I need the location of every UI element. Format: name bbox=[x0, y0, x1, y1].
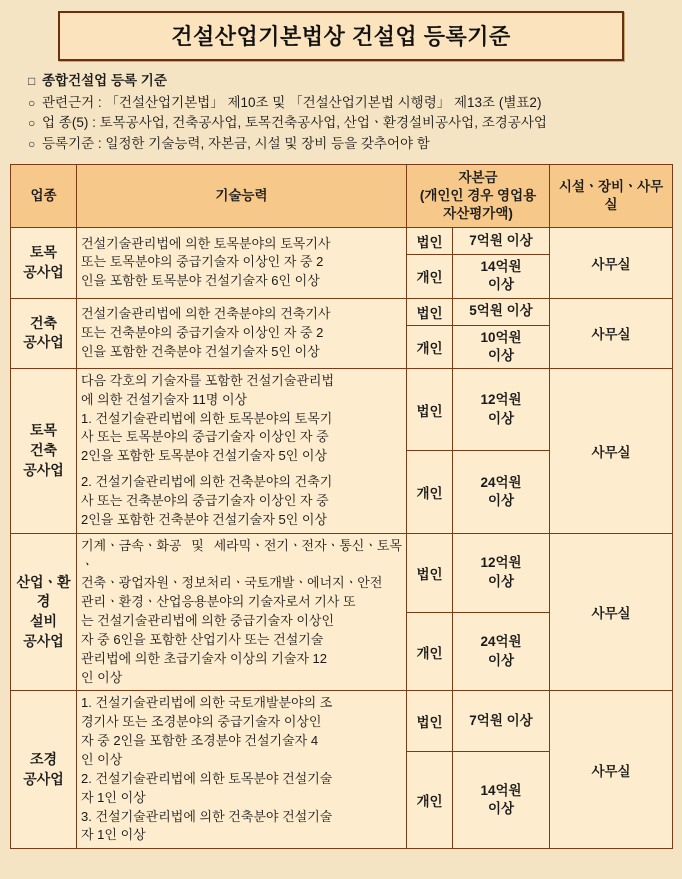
capital-amount bbox=[453, 451, 550, 533]
capital-amount bbox=[453, 228, 550, 255]
intro-heading-marker: □ bbox=[28, 74, 36, 88]
row-facility: 사무실 bbox=[550, 533, 673, 691]
skill-line: 또는 건축분야의 중급기술자 이상인 자 중 2 bbox=[81, 324, 324, 340]
skill-line: 사 또는 토목분야의 중급기술자 이상인 자 중 bbox=[81, 429, 329, 445]
row-skill bbox=[77, 533, 407, 691]
amount-line: 24억원 bbox=[480, 474, 522, 490]
skill-line: 인 이상 bbox=[81, 669, 123, 685]
amount-line: 이상 bbox=[487, 347, 515, 363]
capital-entity: 법인 bbox=[407, 691, 453, 751]
skill-line: 에 의한 건설기술자 11명 이상 bbox=[81, 391, 248, 407]
skill-line: 자 1인 이상 bbox=[81, 789, 146, 805]
amount-line: 이상 bbox=[487, 652, 515, 668]
page-title-box bbox=[58, 11, 624, 61]
skill-line: 또는 토목분야의 중급기술자 이상인 자 중 2 bbox=[81, 254, 324, 270]
amount-line: 10억원 bbox=[480, 329, 522, 345]
header-capital-line3: 자산평가액) bbox=[443, 206, 513, 222]
skill-line: 1. 건설기술관리법에 의한 토목분야의 토목기 bbox=[81, 410, 333, 426]
intro-item-text: 업 종(5) : 토목공사업, 건축공사업, 토목건축공사업, 산업ㆍ환경설비공사업, 조경공사업 bbox=[42, 115, 547, 131]
amount-line: 12억원 bbox=[480, 555, 522, 571]
amount-line: 이상 bbox=[487, 801, 515, 817]
capital-entity: 개인 bbox=[407, 751, 453, 848]
skill-line: 인을 포함한 건축분야 건설기술자 5인 이상 bbox=[81, 343, 320, 359]
intro-heading bbox=[28, 71, 672, 92]
skill-line: 자 중 2인을 포함한 조경분야 건설기술자 4 bbox=[81, 733, 319, 749]
intro-item-marker: ○ bbox=[28, 95, 36, 110]
skill-line: 2인을 포함한 토목분야 건설기술자 5인 이상 bbox=[81, 448, 328, 464]
row-type bbox=[11, 691, 77, 849]
row-facility: 사무실 bbox=[550, 298, 673, 368]
amount-line: 12억원 bbox=[480, 392, 522, 408]
row-type-line: 건축 bbox=[29, 314, 58, 331]
skill-line: 사 또는 건축분야의 중급기술자 이상인 자 중 bbox=[81, 493, 329, 508]
capital-entity: 법인 bbox=[407, 228, 453, 255]
header-facility: 시설ㆍ장비ㆍ사무실 bbox=[550, 165, 673, 228]
amount-line: 7억원 이상 bbox=[469, 713, 533, 729]
header-capital bbox=[407, 165, 550, 228]
table-row bbox=[11, 368, 673, 450]
capital-entity: 개인 bbox=[407, 255, 453, 298]
amount-line: 14억원 bbox=[480, 259, 522, 275]
skill-line: 기계ㆍ금속ㆍ화공 및 세라믹ㆍ전기ㆍ전자ㆍ통신ㆍ토목ㆍ bbox=[81, 537, 402, 572]
amount-line: 이상 bbox=[487, 410, 515, 426]
row-type-line: 토목 bbox=[29, 244, 58, 261]
row-type-line: 공사업 bbox=[23, 263, 64, 280]
row-skill bbox=[77, 228, 407, 298]
header-skill: 기술능력 bbox=[77, 165, 407, 228]
capital-entity: 개인 bbox=[407, 451, 453, 533]
amount-line: 이상 bbox=[487, 573, 515, 589]
capital-entity: 법인 bbox=[407, 533, 453, 612]
skill-line: 건설기술관리법에 의한 건축분야의 건축기사 bbox=[81, 305, 331, 321]
amount-line: 이상 bbox=[487, 493, 515, 508]
row-type-line: 토목 bbox=[29, 422, 58, 439]
skill-line: 2. 건설기술관리법에 의한 토목분야 건설기술 bbox=[81, 770, 333, 786]
table-row bbox=[11, 298, 673, 325]
row-type-line: 산업ㆍ환경 bbox=[16, 573, 71, 610]
skill-line: 다음 각호의 기술자를 포함한 건설기술관리법 bbox=[81, 372, 335, 388]
intro-item-0 bbox=[28, 93, 672, 114]
intro-item-text: 관련근거 : 「건설산업기본법」 제10조 및 「건설산업기본법 시행령」 제13조 (별표2) bbox=[42, 94, 542, 110]
amount-line: 5억원 이상 bbox=[469, 303, 533, 319]
amount-line: 14억원 bbox=[480, 782, 522, 798]
skill-line: 건축ㆍ광업자원ㆍ정보처리ㆍ국토개발ㆍ에너지ㆍ안전 bbox=[81, 575, 383, 591]
row-skill bbox=[77, 691, 407, 849]
row-skill bbox=[77, 368, 407, 533]
capital-entity: 법인 bbox=[407, 368, 453, 450]
row-facility: 사무실 bbox=[550, 368, 673, 533]
row-type bbox=[11, 368, 77, 533]
skill-line: 3. 건설기술관리법에 의한 건축분야 건설기술 bbox=[81, 808, 333, 824]
row-skill bbox=[77, 298, 407, 368]
skill-line: 2. 건설기술관리법에 의한 건축분야의 건축기 bbox=[81, 474, 333, 490]
skill-line: 건설기술관리법에 의한 토목분야의 토목기사 bbox=[81, 235, 331, 251]
table-header-row bbox=[11, 165, 673, 228]
registration-standards-table bbox=[10, 164, 673, 849]
row-type-line: 공사업 bbox=[23, 461, 64, 478]
amount-line: 24억원 bbox=[480, 634, 522, 650]
skill-line: 자 중 6인을 포함한 산업기사 또는 건설기술 bbox=[81, 631, 324, 647]
capital-amount bbox=[453, 691, 550, 751]
skill-line: 인을 포함한 토목분야 건설기술자 6인 이상 bbox=[81, 273, 320, 289]
capital-amount bbox=[453, 255, 550, 298]
table-row bbox=[11, 228, 673, 255]
capital-entity: 개인 bbox=[407, 325, 453, 368]
row-type bbox=[11, 533, 77, 691]
intro-item-marker: ○ bbox=[28, 116, 36, 131]
table-row bbox=[11, 533, 673, 612]
skill-line: 1. 건설기술관리법에 의한 국토개발분야의 조 bbox=[81, 695, 333, 711]
capital-amount bbox=[453, 533, 550, 612]
row-facility: 사무실 bbox=[550, 691, 673, 849]
intro-item-2 bbox=[28, 134, 672, 155]
row-type-line: 건축 bbox=[29, 442, 58, 459]
intro-item-marker: ○ bbox=[28, 136, 36, 151]
skill-line: 관리ㆍ환경ㆍ산업응용분야의 기술자로서 기사 또 bbox=[81, 594, 356, 610]
skill-spacer bbox=[81, 466, 402, 473]
amount-line: 7억원 이상 bbox=[469, 232, 533, 248]
capital-amount bbox=[453, 751, 550, 848]
row-type-line: 공사업 bbox=[23, 770, 64, 787]
row-type bbox=[11, 228, 77, 298]
capital-entity: 개인 bbox=[407, 612, 453, 691]
header-capital-line1: 자본금 bbox=[458, 169, 498, 185]
row-type bbox=[11, 298, 77, 368]
row-type-line: 공사업 bbox=[23, 334, 64, 351]
intro-heading-text: 종합건설업 등록 기준 bbox=[42, 73, 167, 88]
skill-line: 경기사 또는 조경분야의 중급기술자 이상인 bbox=[81, 714, 322, 730]
capital-amount bbox=[453, 325, 550, 368]
row-type-line: 조경 bbox=[29, 751, 58, 768]
capital-entity: 법인 bbox=[407, 298, 453, 325]
intro-item-text: 등록기준 : 일정한 기술능력, 자본금, 시설 및 장비 등을 갖추어야 함 bbox=[42, 135, 430, 151]
table-row bbox=[11, 691, 673, 751]
capital-amount bbox=[453, 368, 550, 450]
skill-line: 인 이상 bbox=[81, 751, 123, 767]
header-capital-line2: (개인인 경우 영업용 bbox=[419, 187, 537, 203]
row-type-line: 공사업 bbox=[23, 632, 64, 649]
skill-line: 2인을 포함한 건축분야 건설기술자 5인 이상 bbox=[81, 511, 328, 527]
page-title: 건설산업기본법상 건설업 등록기준 bbox=[171, 24, 511, 49]
amount-line: 이상 bbox=[487, 277, 515, 293]
row-type-line: 설비 bbox=[29, 613, 58, 630]
header-type: 업종 bbox=[11, 165, 77, 228]
intro-item-1 bbox=[28, 113, 672, 134]
intro-block bbox=[28, 71, 672, 154]
skill-line: 관리법에 의한 초급기술자 이상의 기술자 12 bbox=[81, 650, 328, 666]
row-facility: 사무실 bbox=[550, 228, 673, 298]
skill-line: 는 건설기술관리법에 의한 중급기술자 이상인 bbox=[81, 613, 335, 629]
capital-amount bbox=[453, 612, 550, 691]
capital-amount bbox=[453, 298, 550, 325]
skill-line: 자 1인 이상 bbox=[81, 827, 146, 843]
